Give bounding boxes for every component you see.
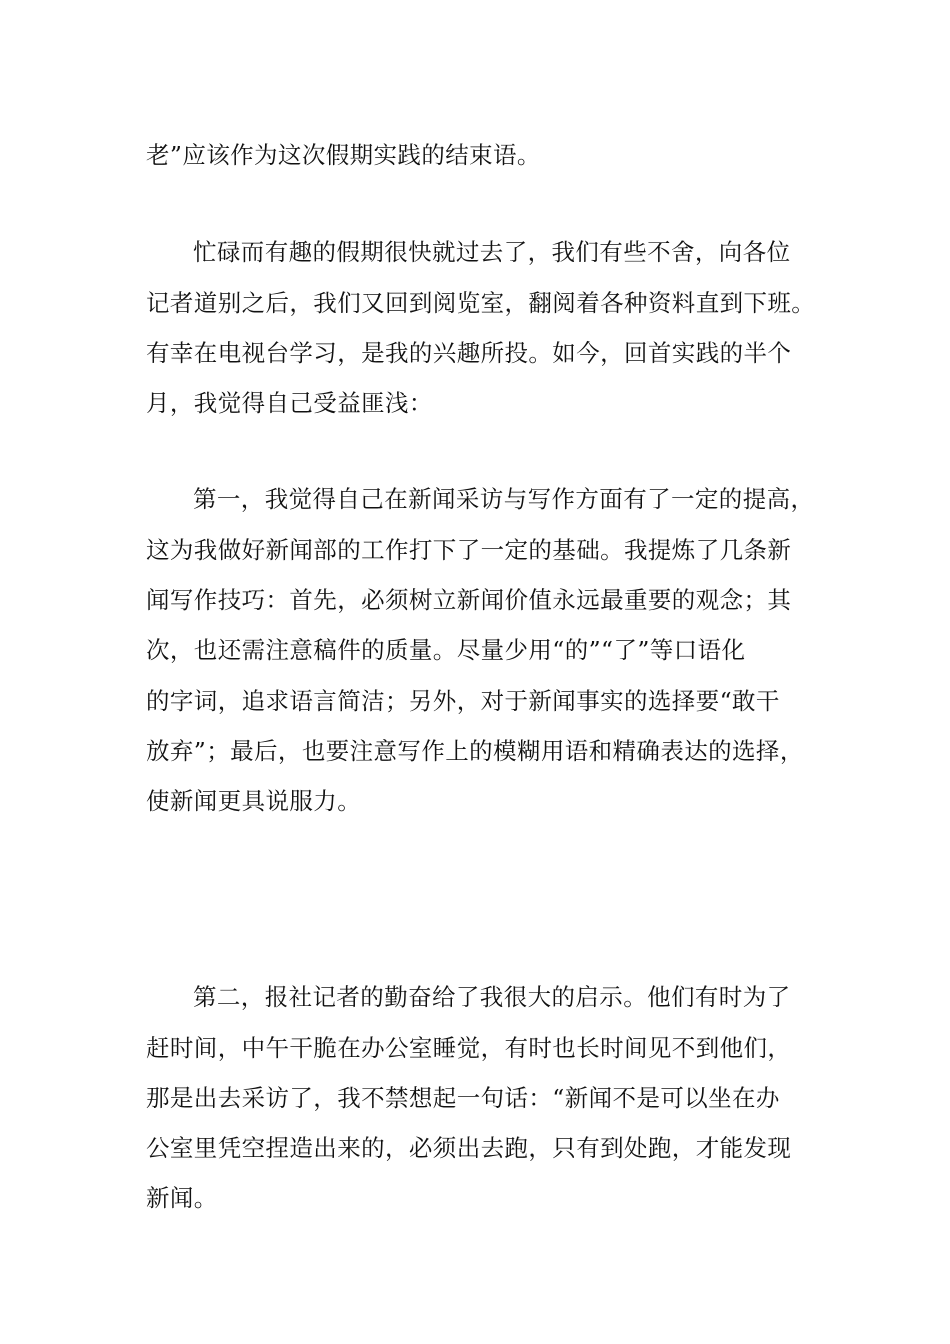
- text-line: 有幸在电视台学习，是我的兴趣所投。如今，回首实践的半个: [146, 339, 792, 367]
- text-line: 公室里凭空捏造出来的，必须出去跑，只有到处跑，才能发现: [146, 1134, 792, 1162]
- text-line: 的字词，追求语言简洁；另外，对于新闻事实的选择要“敢干: [146, 687, 780, 715]
- text-line: 那是出去采访了，我不禁想起一句话：“新闻不是可以坐在办: [146, 1084, 780, 1112]
- text-line: 记者道别之后，我们又回到阅览室，翻阅着各种资料直到下班。: [146, 289, 816, 317]
- text-line: 第二，报社记者的勤奋给了我很大的启示。他们有时为了: [193, 983, 791, 1011]
- text-line: 这为我做好新闻部的工作打下了一定的基础。我提炼了几条新: [146, 536, 792, 564]
- text-line: 闻写作技巧：首先，必须树立新闻价值永远最重要的观念；其: [146, 586, 792, 614]
- text-line: 忙碌而有趣的假期很快就过去了，我们有些不舍，向各位: [193, 238, 791, 266]
- text-line: 放弃”；最后，也要注意写作上的模糊用语和精确表达的选择，: [146, 737, 804, 765]
- text-line: 月，我觉得自己受益匪浅：: [146, 389, 433, 417]
- text-line: 第一，我觉得自己在新闻采访与写作方面有了一定的提高，: [193, 485, 815, 513]
- text-line: 使新闻更具说服力。: [146, 787, 362, 815]
- text-line: 次，也还需注意稿件的质量。尽量少用“的”“了”等口语化: [146, 636, 746, 664]
- text-line: 赶时间，中午干脆在办公室睡觉，有时也长时间见不到他们，: [146, 1034, 792, 1062]
- text-line: 老”应该作为这次假期实践的结束语。: [146, 141, 541, 169]
- text-line: 新闻。: [146, 1184, 218, 1212]
